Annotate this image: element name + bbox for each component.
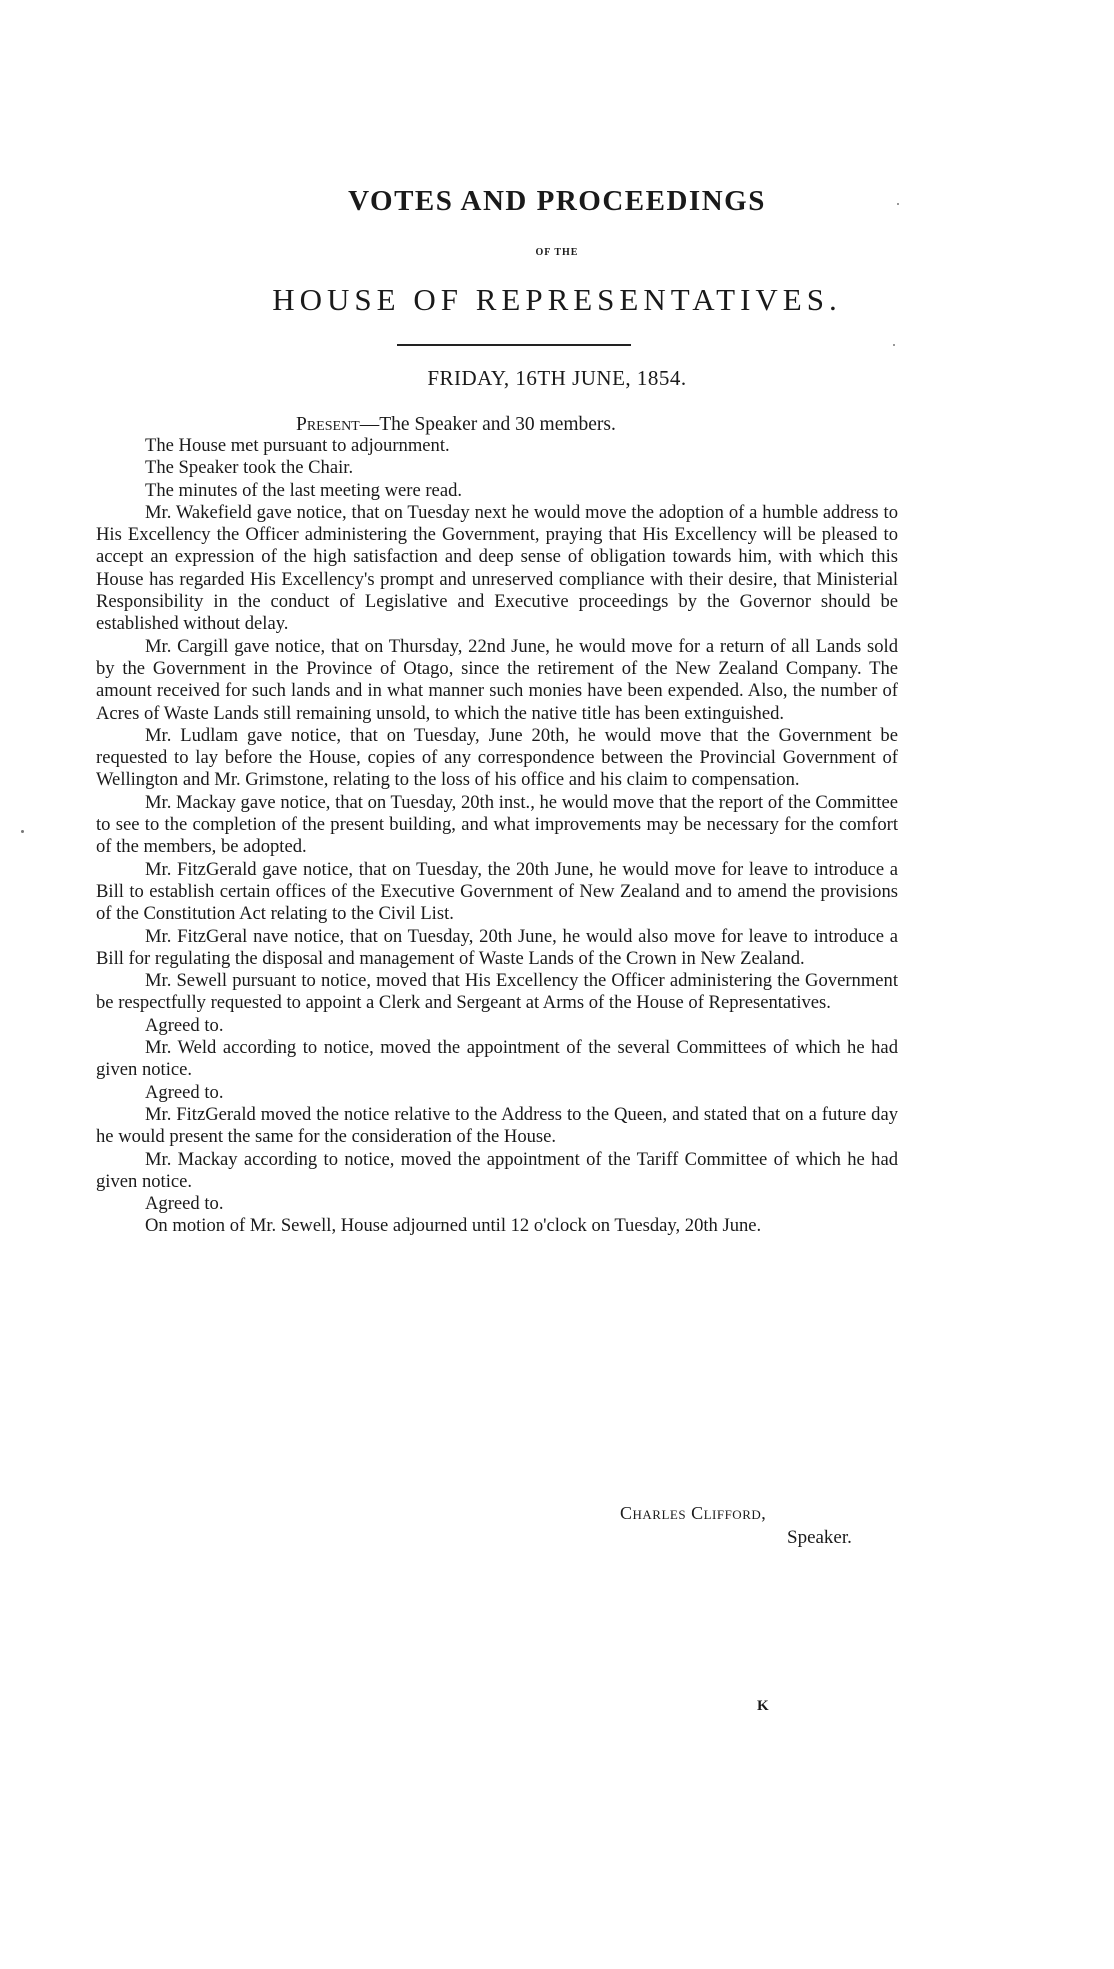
present-label: Present: [296, 414, 360, 435]
paragraph: Mr. Mackay gave notice, that on Tuesday, 20th inst., he would move that the report of the Committee to see to the completion of the present building, and what improvements may be necessary for the comfort of the members, be adopted.: [96, 791, 898, 858]
paragraph: Mr. Ludlam gave notice, that on Tuesday, June 20th, he would move that the Government be requested to lay before the House, copies of any correspondence between the Provincial Government of Wellington and Mr. Grimstone, relating to the loss of his office and his claim to compensation.: [96, 724, 898, 791]
paragraph: Mr. Weld according to notice, moved the appointment of the several Committees of which he had given notice.: [96, 1037, 898, 1081]
paragraph: Mr. Mackay according to notice, moved the appointment of the Tariff Committee of which he had given notice.: [96, 1148, 898, 1192]
proceedings-body: [96, 435, 898, 1238]
signature-role: Speaker.: [787, 1527, 852, 1548]
meeting-date: FRIDAY, 16TH JUNE, 1854.: [427, 366, 687, 390]
title-of-the: OF THE: [535, 247, 579, 258]
paragraph: On motion of Mr. Sewell, House adjourned until 12 o'clock on Tuesday, 20th June.: [145, 1215, 762, 1237]
ink-speck: [897, 203, 899, 205]
paragraph: Agreed to.: [145, 1014, 224, 1036]
paragraph: Mr. FitzGerald gave notice, that on Tuesday, the 20th June, he would move for leave to introduce a Bill to establish certain offices of the Executive Government of New Zealand and to amend the provisions of the Constitution Act relating to the Civil List.: [96, 858, 898, 925]
paragraph: Agreed to.: [145, 1081, 224, 1103]
paragraph: Mr. Sewell pursuant to notice, moved that His Excellency the Officer administering the Government be respectfully requested to appoint a Clerk and Sergeant at Arms of the House of Representatives.: [96, 970, 898, 1014]
paragraph: Mr. Wakefield gave notice, that on Tuesday next he would move the adoption of a humble address to His Excellency the Officer administering the Government, praying that His Excellency will be pleased to accept an expression of the high satisfaction and deep sense of obligation towards him, with which this House has regarded His Excellency's prompt and unreserved compliance with their desire, that Ministerial Responsibility in the conduct of Legislative and Executive proceedings by the Governor should be established without delay.: [96, 501, 898, 635]
present-text: —The Speaker and 30 members.: [359, 414, 616, 435]
house-title: HOUSE OF REPRESENTATIVES.: [272, 282, 842, 317]
paragraph: The House met pursuant to adjournment.: [145, 435, 450, 456]
ink-speck: [21, 830, 24, 833]
paragraph: Agreed to.: [145, 1193, 224, 1215]
document-title: VOTES AND PROCEEDINGS: [348, 185, 766, 217]
paragraph: Mr. FitzGerald moved the notice relative to the Address to the Queen, and stated that on a future day he would present the same for the consideration of the House.: [96, 1103, 898, 1148]
paragraph: Mr. Cargill gave notice, that on Thursday, 22nd June, he would move for a return of all Lands sold by the Government in the Province of Otago, since the retirement of the New Zealand Company. The amount received for such lands and in what manner such monies have been expended. Also, the number of Acres of Waste Lands still remaining unsold, to which the native title has been extinguished.: [96, 635, 898, 724]
paragraph: The minutes of the last meeting were read.: [145, 479, 463, 501]
signature-name: Charles Clifford,: [620, 1503, 767, 1523]
ink-speck: [893, 344, 895, 346]
signature-mark: K: [757, 1698, 769, 1714]
paragraph: The Speaker took the Chair.: [145, 457, 354, 479]
present-line: [296, 414, 616, 436]
paragraph: Mr. FitzGeral nave notice, that on Tuesday, 20th June, he would also move for leave to introduce a Bill for regulating the disposal and management of Waste Lands of the Crown in New Zealand.: [96, 925, 898, 969]
title-rule: [397, 344, 631, 346]
